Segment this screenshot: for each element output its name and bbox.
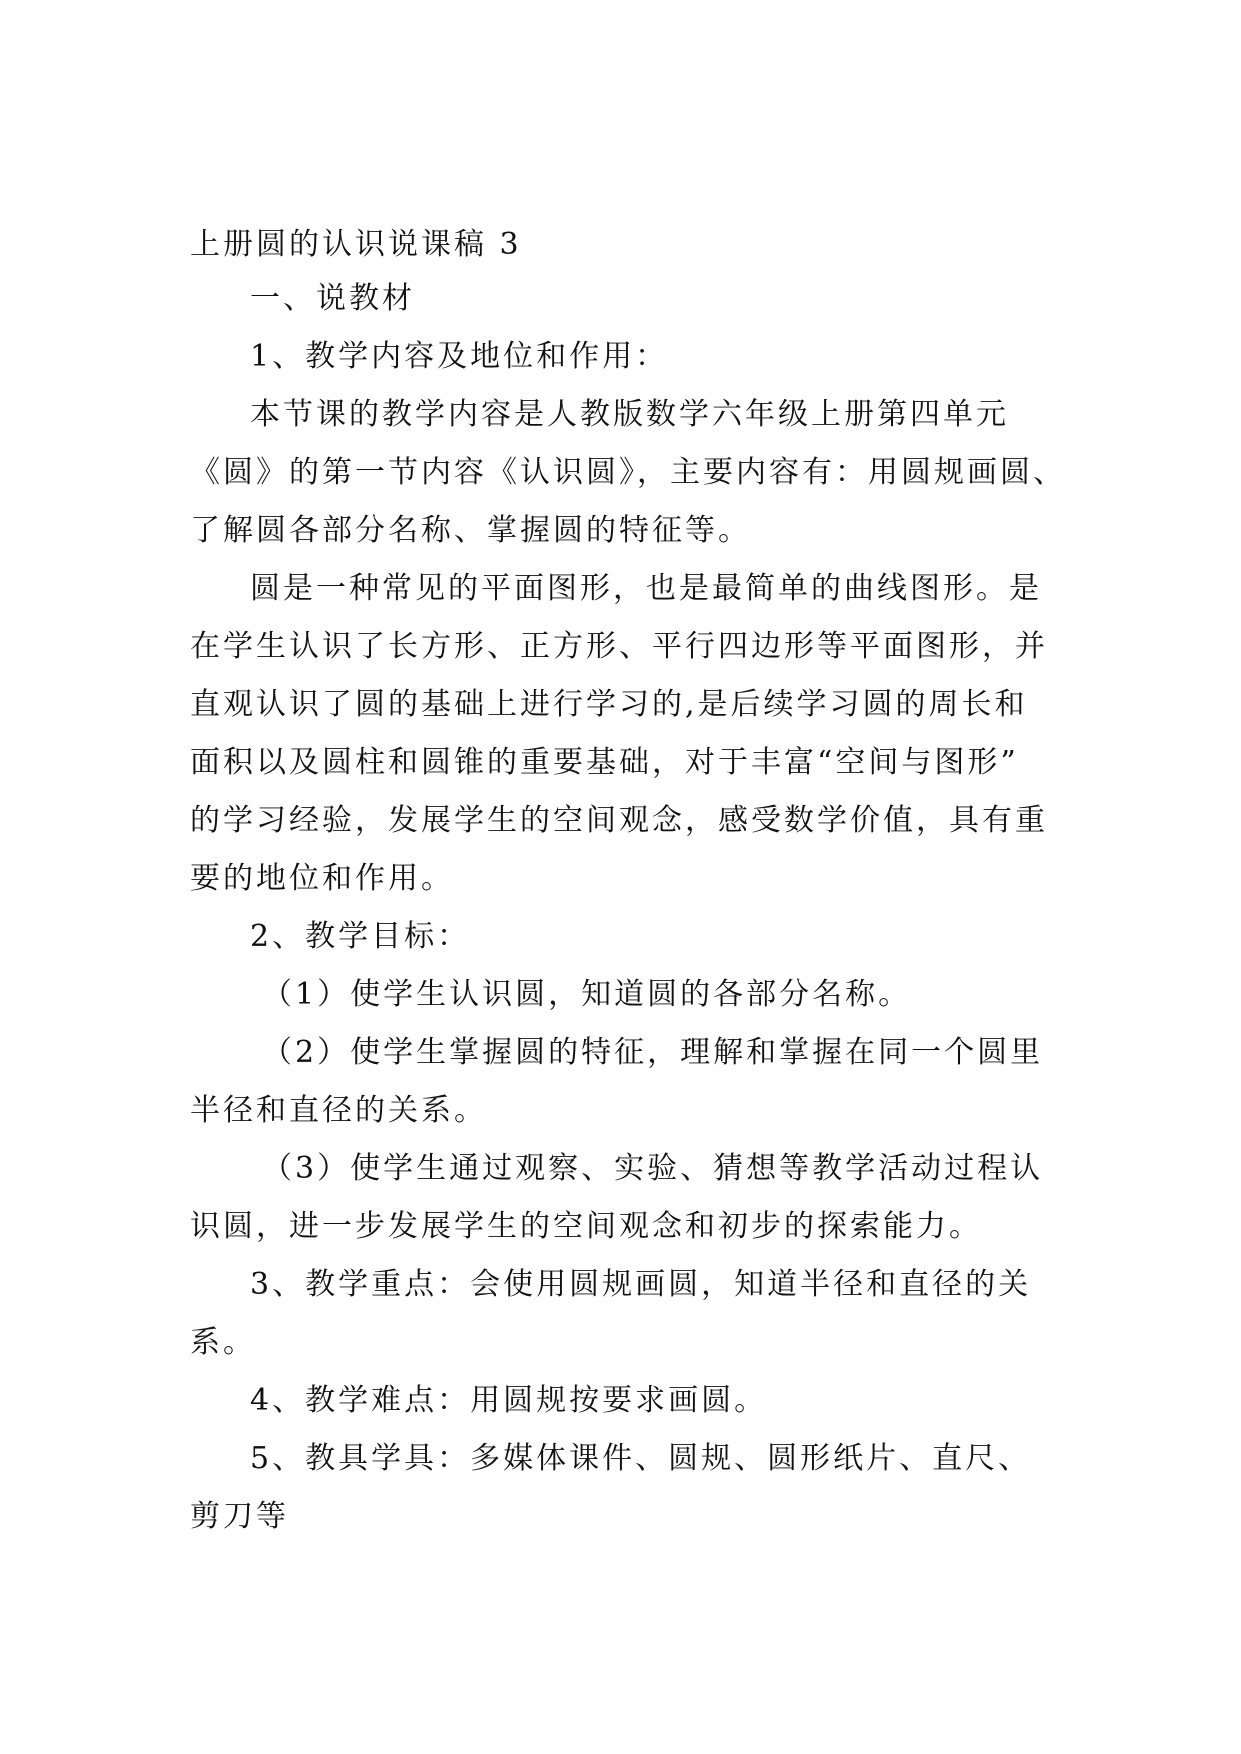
list-item-continuation: 半径和直径的关系。	[190, 1093, 487, 1128]
section-heading: 一、说教材	[250, 281, 415, 316]
subsection-heading: 1、教学内容及地位和作用：	[250, 339, 669, 374]
list-item: （2）使学生掌握圆的特征，理解和掌握在同一个圆里	[262, 1035, 1044, 1070]
document-title: 上册圆的认识说课稿 3	[190, 227, 522, 262]
paragraph-line: 直观认识了圆的基础上进行学习的,是后续学习圆的周长和	[190, 687, 1028, 722]
paragraph-line: 了解圆各部分名称、掌握圆的特征等。	[190, 513, 751, 548]
paragraph-line: 系。	[190, 1325, 256, 1360]
paragraph-line: 本节课的教学内容是人教版数学六年级上册第四单元	[250, 397, 1009, 432]
paragraph-line: 圆是一种常见的平面图形，也是最简单的曲线图形。是	[250, 571, 1042, 606]
paragraph-line: 要的地位和作用。	[190, 861, 454, 896]
paragraph-line: 在学生认识了长方形、正方形、平行四边形等平面图形，并	[190, 629, 1048, 664]
list-item: （1）使学生认识圆，知道圆的各部分名称。	[262, 977, 912, 1012]
list-item: （3）使学生通过观察、实验、猜想等教学活动过程认	[262, 1151, 1044, 1186]
paragraph-line: 5、教具学具：多媒体课件、圆规、圆形纸片、直尺、	[250, 1441, 1032, 1476]
document-body	[190, 220, 1066, 1546]
paragraph-line: 3、教学重点：会使用圆规画圆，知道半径和直径的关	[250, 1267, 1032, 1302]
paragraph-line: 剪刀等	[190, 1499, 289, 1534]
paragraph-line: 《圆》的第一节内容《认识圆》，主要内容有：用圆规画圆、	[190, 455, 1066, 490]
paragraph-line: 的学习经验，发展学生的空间观念，感受数学价值，具有重	[190, 803, 1048, 838]
paragraph-line: 面积以及圆柱和圆锥的重要基础，对于丰富“空间与图形”	[190, 745, 1019, 780]
paragraph-line: 4、教学难点：用圆规按要求画圆。	[250, 1383, 768, 1418]
subsection-heading: 2、教学目标：	[250, 919, 471, 954]
list-item-continuation: 识圆，进一步发展学生的空间观念和初步的探索能力。	[190, 1209, 982, 1244]
